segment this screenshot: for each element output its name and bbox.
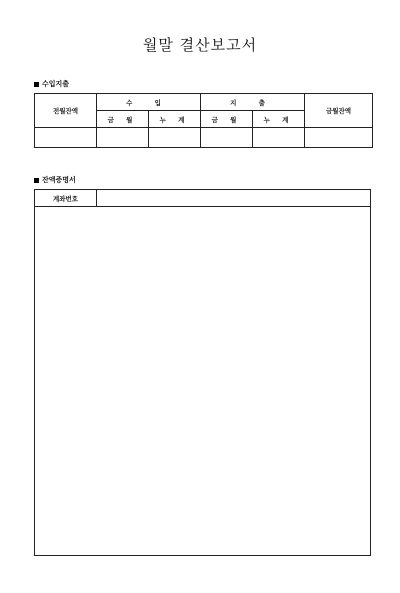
- balance-certificate-box: [34, 189, 371, 556]
- income-cumulative-header: 누 계: [149, 111, 201, 128]
- previous-balance-header: 전월잔액: [35, 94, 97, 128]
- income-expense-table: [34, 93, 373, 148]
- expense-cumulative-cell[interactable]: [253, 128, 305, 148]
- expense-amount-cell[interactable]: [201, 128, 253, 148]
- expense-header: 지 출: [201, 94, 305, 111]
- current-balance-cell[interactable]: [305, 128, 373, 148]
- evidence-section-heading: [34, 175, 76, 185]
- expense-amount-header: 금 월: [201, 111, 253, 128]
- evidence-section-label: 잔액증명서: [42, 176, 76, 184]
- square-bullet-icon: [34, 82, 39, 87]
- account-number-label: 계좌번호: [35, 190, 97, 206]
- income-amount-cell[interactable]: [97, 128, 149, 148]
- account-number-row: [35, 190, 370, 207]
- current-balance-header: 금월잔액: [305, 94, 373, 128]
- income-cumulative-cell[interactable]: [149, 128, 201, 148]
- expense-cumulative-header: 누 계: [253, 111, 305, 128]
- square-bullet-icon: [34, 178, 39, 183]
- previous-balance-cell[interactable]: [35, 128, 97, 148]
- income-amount-header: 금 월: [97, 111, 149, 128]
- income-section-label: 수입지출: [42, 80, 70, 88]
- income-section-heading: [34, 79, 69, 89]
- income-header: 수 입: [97, 94, 201, 111]
- page-title: 월말 결산보고서: [142, 36, 258, 54]
- account-number-field[interactable]: [97, 190, 370, 206]
- certificate-attachment-area[interactable]: [35, 207, 370, 555]
